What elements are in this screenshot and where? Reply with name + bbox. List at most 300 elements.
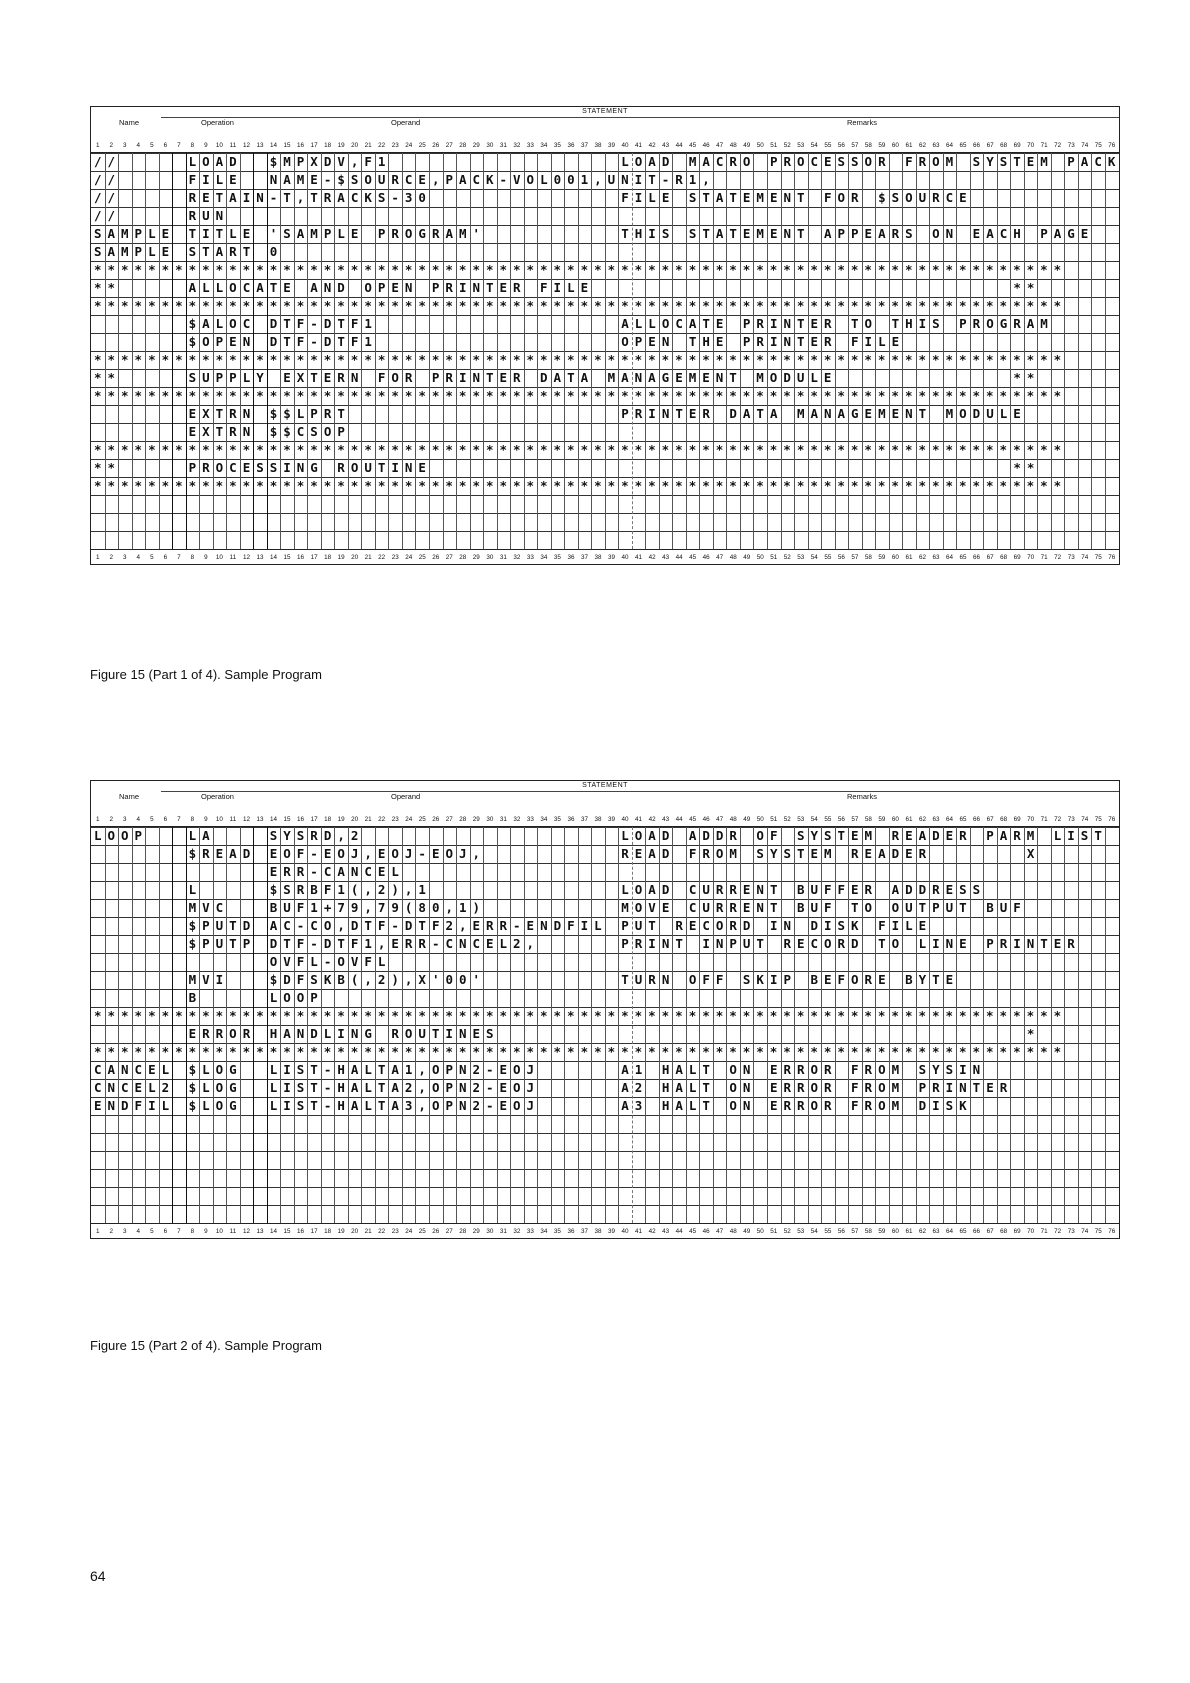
column-number: 71 [1040, 554, 1048, 561]
column-number: 40 [621, 554, 629, 561]
column-number: 53 [797, 142, 805, 149]
column-number: 29 [472, 816, 480, 823]
column-number: 55 [824, 1228, 832, 1235]
continuation-mark: ** [1013, 370, 1041, 385]
statement-row [91, 189, 1119, 207]
column-number: 25 [418, 142, 426, 149]
column-number: 31 [499, 816, 507, 823]
column-number: 21 [364, 142, 372, 149]
column-number: 13 [256, 554, 264, 561]
column-number: 26 [432, 1228, 440, 1235]
column-number: 20 [351, 816, 359, 823]
operation-field: B [188, 990, 203, 1005]
column-number: 24 [405, 142, 413, 149]
column-number: 49 [743, 142, 751, 149]
column-number: 62 [918, 142, 926, 149]
column-number: 25 [418, 1228, 426, 1235]
statement-row [91, 1097, 1119, 1115]
column-number: 2 [109, 816, 114, 823]
column-number: 52 [783, 142, 791, 149]
coding-grid [91, 827, 1119, 1223]
remarks-field: PRINTER DATA MANAGEMENT MODULE [621, 406, 1027, 421]
operation-header: Operation [201, 792, 234, 801]
column-number: 18 [324, 816, 332, 823]
figure-caption-part1: Figure 15 (Part 1 of 4). Sample Program [90, 667, 322, 682]
column-number: 30 [486, 142, 494, 149]
operation-field: EXTRN [188, 424, 257, 439]
column-number: 38 [594, 554, 602, 561]
column-number: 76 [1108, 816, 1116, 823]
column-number: 73 [1067, 142, 1075, 149]
column-number: 7 [177, 816, 181, 823]
column-number: 53 [797, 816, 805, 823]
operation-field: SUPPLY EXTERN FOR PRINTER DATA MANAGEMENT MODULE [188, 370, 838, 385]
statement-row [91, 315, 1119, 333]
column-number: 68 [1000, 816, 1008, 823]
operation-field: $PUTP [188, 936, 257, 951]
continuation-mark: ** [1013, 460, 1041, 475]
name-field: SAMPLE [94, 226, 176, 241]
column-number: 42 [648, 1228, 656, 1235]
column-number: 34 [540, 1228, 548, 1235]
column-number: 14 [270, 554, 278, 561]
column-number: 16 [297, 554, 305, 561]
name-field: ENDFIL [94, 1098, 176, 1113]
column-number: 32 [513, 816, 521, 823]
column-number: 74 [1081, 142, 1089, 149]
column-number: 55 [824, 142, 832, 149]
column-number: 19 [337, 816, 345, 823]
column-number: 9 [204, 1228, 208, 1235]
column-number: 65 [959, 142, 967, 149]
column-number: 64 [946, 816, 954, 823]
column-number: 3 [123, 1228, 127, 1235]
operation-field: EXTRN [188, 406, 257, 421]
statement-row [91, 1025, 1119, 1043]
column-number: 12 [242, 1228, 250, 1235]
column-number: 40 [621, 816, 629, 823]
statement-row [91, 243, 1119, 261]
column-number: 41 [635, 142, 643, 149]
column-number: 27 [445, 816, 453, 823]
column-number: 46 [702, 554, 710, 561]
statement-row [91, 261, 1119, 279]
column-number: 37 [580, 1228, 588, 1235]
column-number: 24 [405, 1228, 413, 1235]
column-number: 45 [689, 142, 697, 149]
operation-field: LA [188, 828, 216, 843]
column-number: 5 [150, 142, 154, 149]
statement-row [91, 279, 1119, 297]
page-number: 64 [90, 1568, 106, 1584]
column-number: 39 [608, 816, 616, 823]
column-number: 49 [743, 1228, 751, 1235]
column-number: 62 [918, 554, 926, 561]
statement-row [91, 845, 1119, 863]
column-number: 50 [756, 554, 764, 561]
column-number: 43 [662, 1228, 670, 1235]
column-number: 54 [810, 816, 818, 823]
column-number: 73 [1067, 554, 1075, 561]
statement-row [91, 935, 1119, 953]
column-number: 36 [567, 816, 575, 823]
column-number: 58 [864, 554, 872, 561]
column-number: 57 [851, 816, 859, 823]
column-number: 44 [675, 554, 683, 561]
remarks-field: LOAD MACRO PROCESSOR FROM SYSTEM PACK [621, 154, 1122, 169]
name-header: Name [119, 792, 140, 801]
coding-form-footer [91, 1223, 1119, 1238]
column-number: 46 [702, 1228, 710, 1235]
column-number: 60 [891, 1228, 899, 1235]
column-number: 69 [1013, 554, 1021, 561]
column-number: 13 [256, 1228, 264, 1235]
column-number: 69 [1013, 142, 1021, 149]
remarks-field: LOAD ADDR OF SYSTEM READER PARM LIST [621, 828, 1108, 843]
column-number: 47 [716, 554, 724, 561]
comment-star-line: ************************************************************************ [94, 298, 1068, 313]
column-number: 1 [96, 554, 100, 561]
column-number: 18 [324, 1228, 332, 1235]
column-number: 66 [973, 816, 981, 823]
operand-field: AC-CO,DTF-DTF2,ERR-ENDFIL [269, 918, 608, 933]
name-field: ** [94, 370, 122, 385]
column-number: 11 [229, 816, 237, 823]
column-number: 10 [215, 1228, 223, 1235]
statement-label: STATEMENT [582, 108, 628, 115]
column-number: 29 [472, 554, 480, 561]
coding-form-header [91, 781, 1119, 827]
operand-field: BUF1+79,79(80,1) [269, 900, 486, 915]
column-number: 41 [635, 1228, 643, 1235]
column-number: 18 [324, 142, 332, 149]
column-number: 11 [229, 142, 237, 149]
column-number: 69 [1013, 816, 1021, 823]
column-number: 17 [310, 1228, 318, 1235]
name-field: // [94, 190, 122, 205]
remarks-field: A1 HALT ON ERROR FROM SYSIN [621, 1062, 987, 1077]
operand-header: Operand [391, 792, 421, 801]
column-number: 63 [932, 142, 940, 149]
statement-row [91, 881, 1119, 899]
operation-field: $OPEN [188, 334, 257, 349]
column-number: 43 [662, 816, 670, 823]
operation-field: L [188, 882, 203, 897]
column-number: 20 [351, 554, 359, 561]
column-number: 56 [837, 1228, 845, 1235]
operation-field: ERROR HANDLING ROUTINES [188, 1026, 500, 1041]
remarks-field: FILE STATEMENT FOR $SOURCE [621, 190, 973, 205]
column-number: 33 [526, 554, 534, 561]
name-field: // [94, 172, 122, 187]
column-number: 37 [580, 554, 588, 561]
column-number: 61 [905, 1228, 913, 1235]
column-number: 22 [378, 142, 386, 149]
column-number: 11 [229, 1228, 237, 1235]
column-number: 31 [499, 1228, 507, 1235]
coding-grid [91, 153, 1122, 549]
column-number: 3 [123, 816, 127, 823]
statement-row [91, 863, 1119, 881]
column-number: 17 [310, 554, 318, 561]
column-number: 72 [1054, 816, 1062, 823]
name-field: ** [94, 460, 122, 475]
name-field: CNCEL2 [94, 1080, 176, 1095]
column-number: 64 [946, 142, 954, 149]
column-number: 36 [567, 1228, 575, 1235]
column-number: 67 [986, 142, 994, 149]
column-number: 55 [824, 554, 832, 561]
operation-field: MVC [188, 900, 230, 915]
column-number: 28 [459, 554, 467, 561]
column-number: 49 [743, 554, 751, 561]
column-number: 59 [878, 554, 886, 561]
column-number: 70 [1027, 142, 1035, 149]
column-number: 3 [123, 554, 127, 561]
column-number: 75 [1094, 142, 1102, 149]
column-number: 72 [1054, 1228, 1062, 1235]
column-number: 63 [932, 816, 940, 823]
column-number: 32 [513, 1228, 521, 1235]
column-number: 51 [770, 816, 778, 823]
operation-field: PROCESSING ROUTINE [188, 460, 432, 475]
column-number: 29 [472, 1228, 480, 1235]
column-number: 58 [864, 816, 872, 823]
comment-star-line: ************************************************************************ [94, 442, 1068, 457]
column-number: 33 [526, 1228, 534, 1235]
statement-row [91, 387, 1119, 405]
column-number: 68 [1000, 554, 1008, 561]
operand-field: $$CSOP [269, 424, 351, 439]
column-number: 4 [136, 142, 141, 149]
column-number: 40 [621, 142, 629, 149]
column-number: 76 [1108, 554, 1116, 561]
statement-row [91, 971, 1119, 989]
column-number: 74 [1081, 1228, 1089, 1235]
column-number: 6 [163, 142, 168, 149]
column-number: 60 [891, 554, 899, 561]
column-number: 21 [364, 1228, 372, 1235]
column-number: 60 [891, 142, 899, 149]
comment-star-line: ************************************************************************ [94, 1008, 1068, 1023]
column-number: 25 [418, 554, 426, 561]
column-number: 38 [594, 142, 602, 149]
column-number: 44 [675, 142, 683, 149]
column-number: 36 [567, 142, 575, 149]
column-number: 2 [109, 1228, 114, 1235]
column-numbers-top [91, 815, 1119, 825]
column-number: 57 [851, 554, 859, 561]
operation-field: $LOG [188, 1098, 243, 1113]
column-number: 4 [136, 554, 141, 561]
column-number: 54 [810, 142, 818, 149]
column-number: 41 [635, 554, 643, 561]
column-number: 48 [729, 554, 737, 561]
column-number: 8 [190, 1228, 195, 1235]
operand-field: DTF-DTF1 [269, 334, 378, 349]
column-number: 29 [472, 142, 480, 149]
column-number: 65 [959, 554, 967, 561]
column-number: 30 [486, 816, 494, 823]
column-number: 37 [580, 816, 588, 823]
column-number: 30 [486, 1228, 494, 1235]
column-number: 30 [486, 554, 494, 561]
remarks-field: PRINT INPUT RECORD TO LINE PRINTER [621, 936, 1081, 951]
column-number: 2 [109, 142, 114, 149]
column-number: 4 [136, 1228, 141, 1235]
operation-field: $LOG [188, 1062, 243, 1077]
column-number: 46 [702, 816, 710, 823]
column-number: 54 [810, 554, 818, 561]
column-number: 73 [1067, 1228, 1075, 1235]
column-number: 73 [1067, 816, 1075, 823]
column-number: 35 [553, 142, 561, 149]
column-number: 44 [675, 816, 683, 823]
column-number: 75 [1094, 554, 1102, 561]
remarks-field: PUT RECORD IN DISK FILE [621, 918, 933, 933]
column-number: 1 [96, 816, 100, 823]
column-number: 63 [932, 1228, 940, 1235]
statement-row [91, 1007, 1119, 1025]
comment-star-line: ************************************************************************ [94, 478, 1068, 493]
statement-row [91, 207, 1119, 225]
column-number: 22 [378, 1228, 386, 1235]
column-number: 58 [864, 1228, 872, 1235]
statement-row [91, 171, 1119, 189]
column-number: 47 [716, 1228, 724, 1235]
comment-star-line: ************************************************************************ [94, 1044, 1068, 1059]
column-number: 43 [662, 142, 670, 149]
operand-field: DTF-DTF1,ERR-CNCEL2, [269, 936, 541, 951]
column-number: 28 [459, 1228, 467, 1235]
column-number: 18 [324, 554, 332, 561]
column-number: 15 [283, 142, 291, 149]
operand-field: LIST-HALTA2,OPN2-EOJ [269, 1080, 541, 1095]
comment-star-line: ************************************************************************ [94, 388, 1068, 403]
column-number: 40 [621, 1228, 629, 1235]
column-number: 71 [1040, 816, 1048, 823]
column-number: 23 [391, 816, 399, 823]
operation-field: RETAIN-T,TRACKS-30 [188, 190, 432, 205]
column-number: 76 [1108, 1228, 1116, 1235]
column-number: 26 [432, 816, 440, 823]
column-number: 6 [163, 816, 168, 823]
column-number: 21 [364, 816, 372, 823]
column-number: 68 [1000, 142, 1008, 149]
column-number: 34 [540, 142, 548, 149]
column-number: 66 [973, 1228, 981, 1235]
column-number: 23 [391, 554, 399, 561]
column-number: 5 [150, 1228, 154, 1235]
remarks-header: Remarks [847, 118, 878, 127]
operand-field: LIST-HALTA3,OPN2-EOJ [269, 1098, 541, 1113]
continuation-mark: X [1026, 846, 1041, 861]
column-number: 31 [499, 554, 507, 561]
column-number: 50 [756, 1228, 764, 1235]
column-number: 48 [729, 1228, 737, 1235]
column-number: 7 [177, 1228, 181, 1235]
column-numbers-bottom [91, 553, 1119, 563]
column-number: 26 [432, 554, 440, 561]
operand-field: $SRBF1(,2),1 [269, 882, 432, 897]
column-number: 31 [499, 142, 507, 149]
column-number: 75 [1094, 1228, 1102, 1235]
column-number: 12 [242, 142, 250, 149]
statement-row [91, 1061, 1119, 1079]
column-number: 20 [351, 142, 359, 149]
statement-row [91, 405, 1119, 423]
operand-field: $MPXDV,F1 [269, 154, 392, 169]
statement-row [91, 153, 1122, 171]
statement-row [91, 333, 1119, 351]
name-field: LOOP [94, 828, 149, 843]
column-number: 45 [689, 1228, 697, 1235]
column-number: 27 [445, 1228, 453, 1235]
column-number: 32 [513, 142, 521, 149]
column-number: 33 [526, 142, 534, 149]
column-number: 21 [364, 554, 372, 561]
column-number: 50 [756, 142, 764, 149]
statement-row [91, 459, 1119, 477]
column-number: 34 [540, 816, 548, 823]
coding-form-footer [91, 549, 1119, 564]
operation-field: TITLE [188, 226, 257, 241]
column-number: 1 [96, 1228, 100, 1235]
remarks-field: THIS STATEMENT APPEARS ON EACH PAGE [621, 226, 1095, 241]
operand-field: DTF-DTF1 [269, 316, 378, 331]
column-number: 16 [297, 142, 305, 149]
column-number: 25 [418, 816, 426, 823]
column-number: 43 [662, 554, 670, 561]
name-field: SAMPLE [94, 244, 176, 259]
column-number: 6 [163, 1228, 168, 1235]
comment-star-line: ************************************************************************ [94, 352, 1068, 367]
comment-star-line: ************************************************************************ [94, 262, 1068, 277]
column-number: 2 [109, 554, 114, 561]
column-number: 71 [1040, 1228, 1048, 1235]
column-number: 8 [190, 142, 195, 149]
column-number: 45 [689, 554, 697, 561]
column-numbers-bottom [91, 1227, 1119, 1237]
statement-row [91, 899, 1119, 917]
column-number: 27 [445, 554, 453, 561]
statement-row [91, 953, 1119, 971]
operand-field: 0 [269, 244, 284, 259]
column-number: 32 [513, 554, 521, 561]
column-number: 61 [905, 142, 913, 149]
column-number: 44 [675, 1228, 683, 1235]
coding-form-part1 [90, 106, 1120, 565]
column-number: 17 [310, 816, 318, 823]
column-number: 56 [837, 554, 845, 561]
statement-row [91, 1043, 1119, 1061]
operand-field: $DFSKB(,2),X'00' [269, 972, 486, 987]
column-number: 22 [378, 554, 386, 561]
column-number: 19 [337, 1228, 345, 1235]
column-number: 35 [553, 1228, 561, 1235]
column-numbers-top [91, 141, 1119, 151]
continuation-mark: ** [1013, 280, 1041, 295]
column-number: 12 [242, 554, 250, 561]
column-number: 24 [405, 554, 413, 561]
column-number: 35 [553, 816, 561, 823]
operand-field: OVFL-OVFL [269, 954, 392, 969]
column-number: 47 [716, 142, 724, 149]
column-number: 70 [1027, 816, 1035, 823]
column-number: 65 [959, 1228, 967, 1235]
column-number: 33 [526, 816, 534, 823]
operand-field: LOOP [269, 990, 324, 1005]
